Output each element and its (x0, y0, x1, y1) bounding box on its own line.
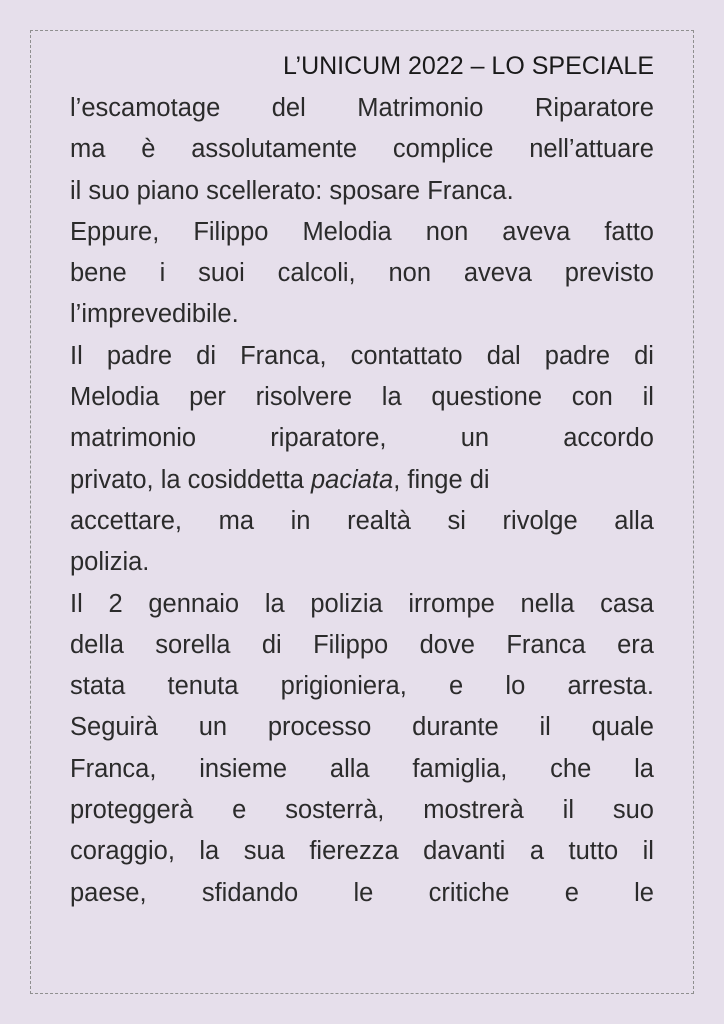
word: la (199, 837, 220, 866)
word: il (642, 383, 654, 412)
word: sorella (155, 630, 231, 659)
word: la (634, 754, 654, 783)
word: assolutamente (191, 135, 358, 164)
word: le (634, 878, 654, 907)
word: suoi (198, 259, 245, 288)
text-line (70, 790, 654, 831)
word: Filippo (313, 630, 389, 659)
word: Matrimonio (357, 94, 484, 122)
word: Il (70, 341, 83, 370)
word: alla (614, 506, 654, 535)
word: fatto (604, 217, 654, 246)
word: a (529, 837, 545, 866)
text-line (70, 707, 654, 748)
word: si (447, 506, 466, 535)
word: dal (486, 341, 521, 370)
word: è (141, 135, 156, 164)
word: sua (243, 837, 285, 866)
text-line (70, 584, 654, 625)
word: matrimonio (70, 424, 197, 453)
text-segment: , finge di (393, 465, 490, 494)
word: famiglia, (412, 754, 508, 783)
word: di (634, 341, 654, 370)
word: e (564, 878, 579, 907)
word: di (196, 341, 216, 370)
text-line (70, 831, 654, 872)
word: la (381, 383, 402, 412)
word: nell’attuare (529, 135, 654, 164)
word: polizia (310, 589, 383, 618)
word: padre (544, 341, 611, 370)
word: tutto (568, 837, 619, 866)
word: il (539, 713, 551, 742)
word: suo (612, 796, 654, 825)
word: Franca (506, 630, 586, 659)
word: e (449, 672, 464, 701)
word: sfidando (201, 878, 299, 907)
word: contattato (350, 341, 463, 370)
text-line: il suo piano scellerato: sposare Franca. (70, 176, 514, 205)
word: prigioniera, (280, 672, 407, 701)
text-line (70, 460, 654, 501)
word: questione (431, 383, 542, 412)
word: gennaio (148, 589, 240, 618)
word: insieme (199, 754, 288, 783)
text-line (70, 253, 654, 294)
word: il (562, 796, 574, 825)
word: le (353, 878, 374, 907)
text-line (70, 873, 654, 914)
word: realtà (347, 506, 411, 535)
word: 2 (108, 589, 123, 618)
word: previsto (564, 259, 654, 288)
text-line (70, 418, 654, 459)
page-header: L’UNICUM 2022 – LO SPECIALE (283, 52, 654, 80)
text-line (70, 129, 654, 170)
word: Eppure, (70, 217, 160, 246)
document-body (70, 88, 654, 914)
word: Seguirà (70, 713, 158, 742)
word: proteggerà (70, 796, 194, 825)
text-line (70, 377, 654, 418)
text-line (70, 212, 654, 253)
italic-term: paciata (310, 465, 394, 494)
word: Riparatore (534, 94, 654, 122)
word: lo (505, 672, 526, 701)
word: era (617, 630, 654, 659)
word: Il (70, 589, 83, 618)
text-line (70, 501, 654, 542)
word: non (388, 259, 431, 288)
text-line (70, 336, 654, 377)
word: per (189, 383, 226, 412)
word: alla (329, 754, 370, 783)
word: critiche (428, 878, 510, 907)
word: fierezza (309, 837, 399, 866)
word: un (460, 424, 490, 453)
text-line (70, 625, 654, 666)
word: Franca, (240, 341, 327, 370)
word: padre (106, 341, 173, 370)
word: riparatore, (270, 424, 387, 453)
word: ma (218, 506, 255, 535)
word: aveva (463, 259, 532, 288)
word: accordo (563, 424, 654, 453)
word: di (261, 630, 282, 659)
word: processo (267, 713, 372, 742)
word: paese, (70, 878, 147, 907)
word: in (290, 506, 311, 535)
word: il (642, 837, 654, 866)
word: l’escamotage (70, 94, 221, 122)
word: tenuta (167, 672, 239, 701)
word: risolvere (255, 383, 353, 412)
word: quale (591, 713, 654, 742)
text-line: l’imprevedibile. (70, 300, 239, 329)
text-line (70, 88, 654, 129)
word: ma (70, 135, 106, 164)
word: davanti (423, 837, 506, 866)
word: dove (419, 630, 475, 659)
word: la (264, 589, 285, 618)
word: con (571, 383, 613, 412)
word: un (198, 713, 228, 742)
text-line (70, 749, 654, 790)
word: Melodia (302, 217, 392, 246)
word: stata (70, 672, 126, 701)
word: complice (392, 135, 494, 164)
text-segment: privato, la cosiddetta (70, 465, 311, 494)
text-line: polizia. (70, 548, 150, 577)
text-line (70, 666, 654, 707)
word: bene (70, 259, 127, 288)
word: della (70, 630, 124, 659)
word: mostrerà (423, 796, 524, 825)
word: irrompe (408, 589, 495, 618)
word: che (550, 754, 592, 783)
word: i (159, 259, 166, 288)
word: sosterrà, (285, 796, 385, 825)
word: Filippo (193, 217, 269, 246)
word: coraggio, (70, 837, 175, 866)
word: arresta. (567, 672, 654, 701)
word: casa (600, 589, 654, 618)
word: del (271, 94, 306, 122)
word: Franca, (70, 754, 157, 783)
word: rivolge (502, 506, 578, 535)
word: accettare, (70, 506, 182, 535)
word: e (232, 796, 247, 825)
word: nella (520, 589, 575, 618)
word: calcoli, (277, 259, 356, 288)
word: aveva (502, 217, 571, 246)
word: non (425, 217, 469, 246)
word: durante (412, 713, 499, 742)
word: Melodia (70, 383, 160, 412)
